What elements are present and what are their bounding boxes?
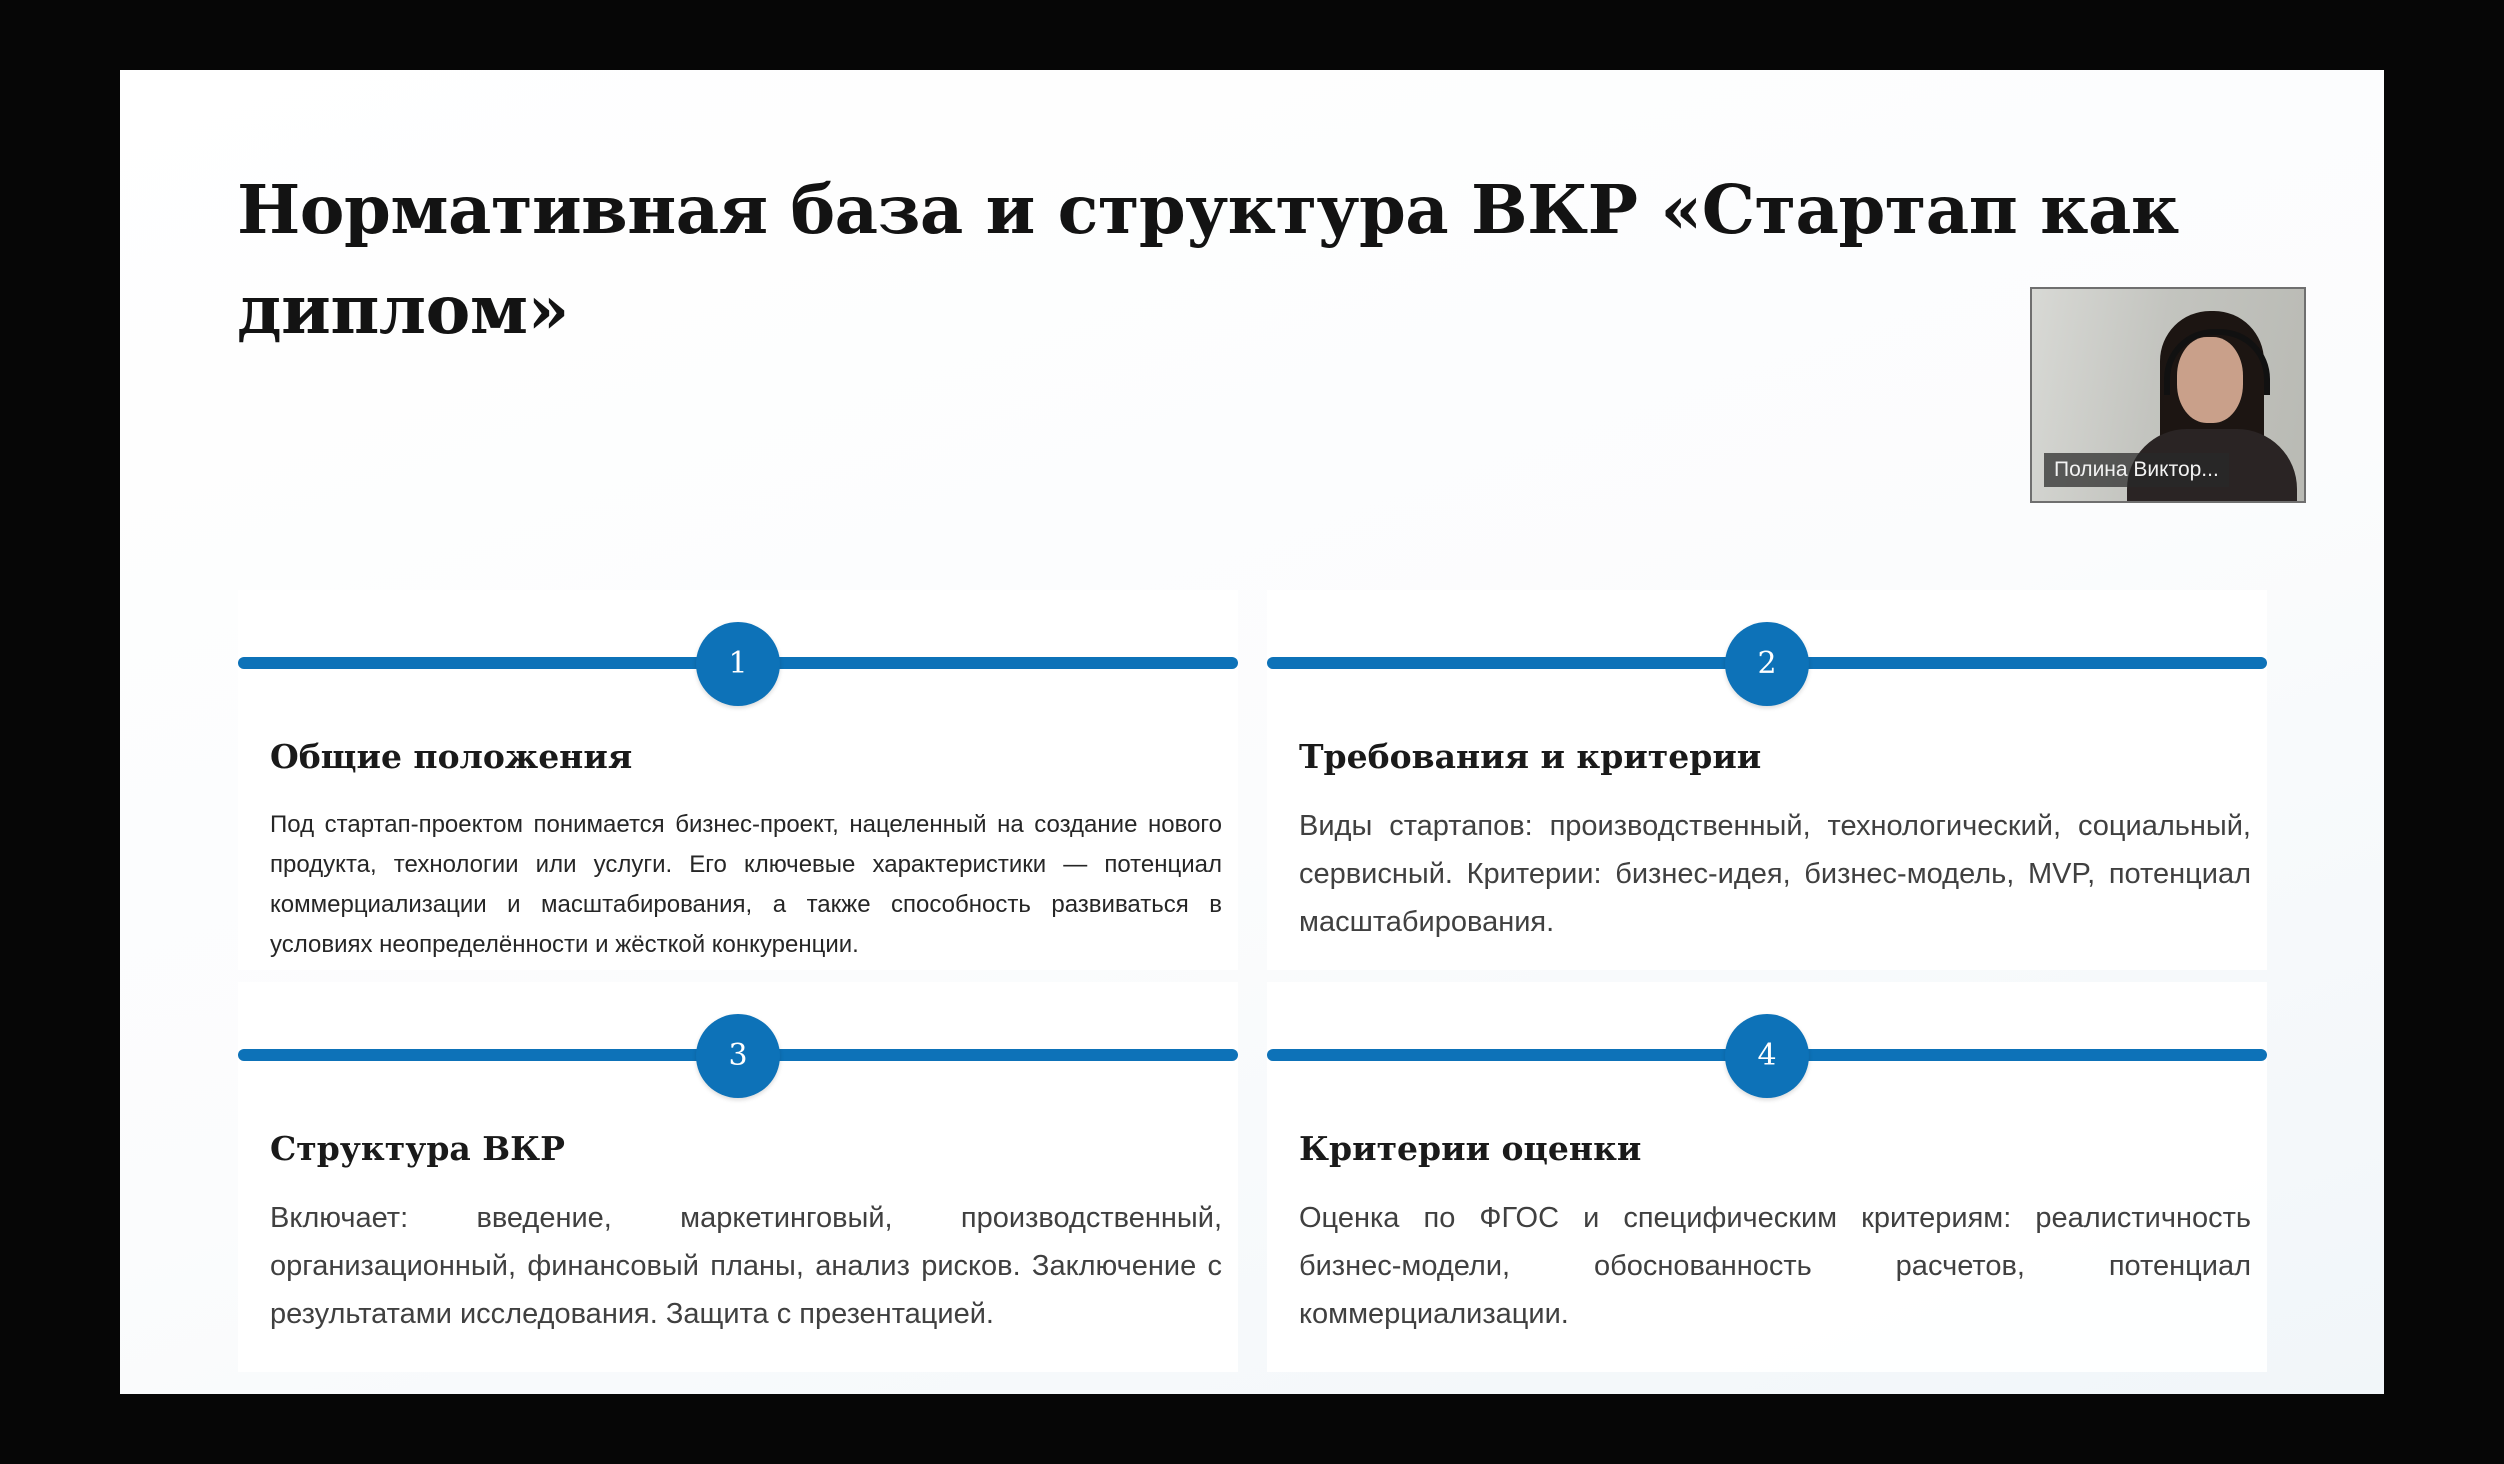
card-title: Критерии оценки bbox=[1299, 1129, 1642, 1168]
card-requirements bbox=[1267, 590, 2267, 970]
card-title: Требования и критерии bbox=[1299, 737, 1762, 776]
card-number-badge: 1 bbox=[696, 622, 780, 706]
participant-name-label: Полина Виктор... bbox=[2044, 453, 2229, 487]
card-structure bbox=[238, 982, 1238, 1372]
participant-video-tile[interactable] bbox=[2030, 287, 2306, 503]
card-title: Общие положения bbox=[270, 737, 633, 776]
card-text: Виды стартапов: производственный, технологический, социальный, сервисный. Критерии: бизнес-идея, бизнес-модель, MVP, потенциал масштабирования. bbox=[1299, 810, 2251, 938]
card-general-provisions bbox=[238, 590, 1238, 970]
card-text: Оценка по ФГОС и специфическим критериям: реалистичность бизнес-модели, обоснованность расчетов, потенциал коммерциализации. bbox=[1299, 1202, 2251, 1330]
card-title: Структура ВКР bbox=[270, 1129, 565, 1168]
card-text: Включает: введение, маркетинговый, производственный, организационный, финансовый планы, анализ рисков. Заключение с результатами исследования. Защита с презентацией. bbox=[270, 1202, 1222, 1330]
card-number-badge: 2 bbox=[1725, 622, 1809, 706]
card-number-badge: 4 bbox=[1725, 1014, 1809, 1098]
card-text: Под стартап-проектом понимается бизнес-проект, нацеленный на создание нового продукта, технологии или услуги. Его ключевые характеристики — потенциал коммерциализации и масштабирования, а также способность развиваться в условиях неопределённости и жёсткой конкуренции. bbox=[270, 811, 1222, 958]
card-number-badge: 3 bbox=[696, 1014, 780, 1098]
card-evaluation-criteria bbox=[1267, 982, 2267, 1372]
slide-title: Нормативная база и структура ВКР «Стартап как диплом» bbox=[237, 170, 2179, 349]
presentation-slide bbox=[120, 70, 2384, 1394]
